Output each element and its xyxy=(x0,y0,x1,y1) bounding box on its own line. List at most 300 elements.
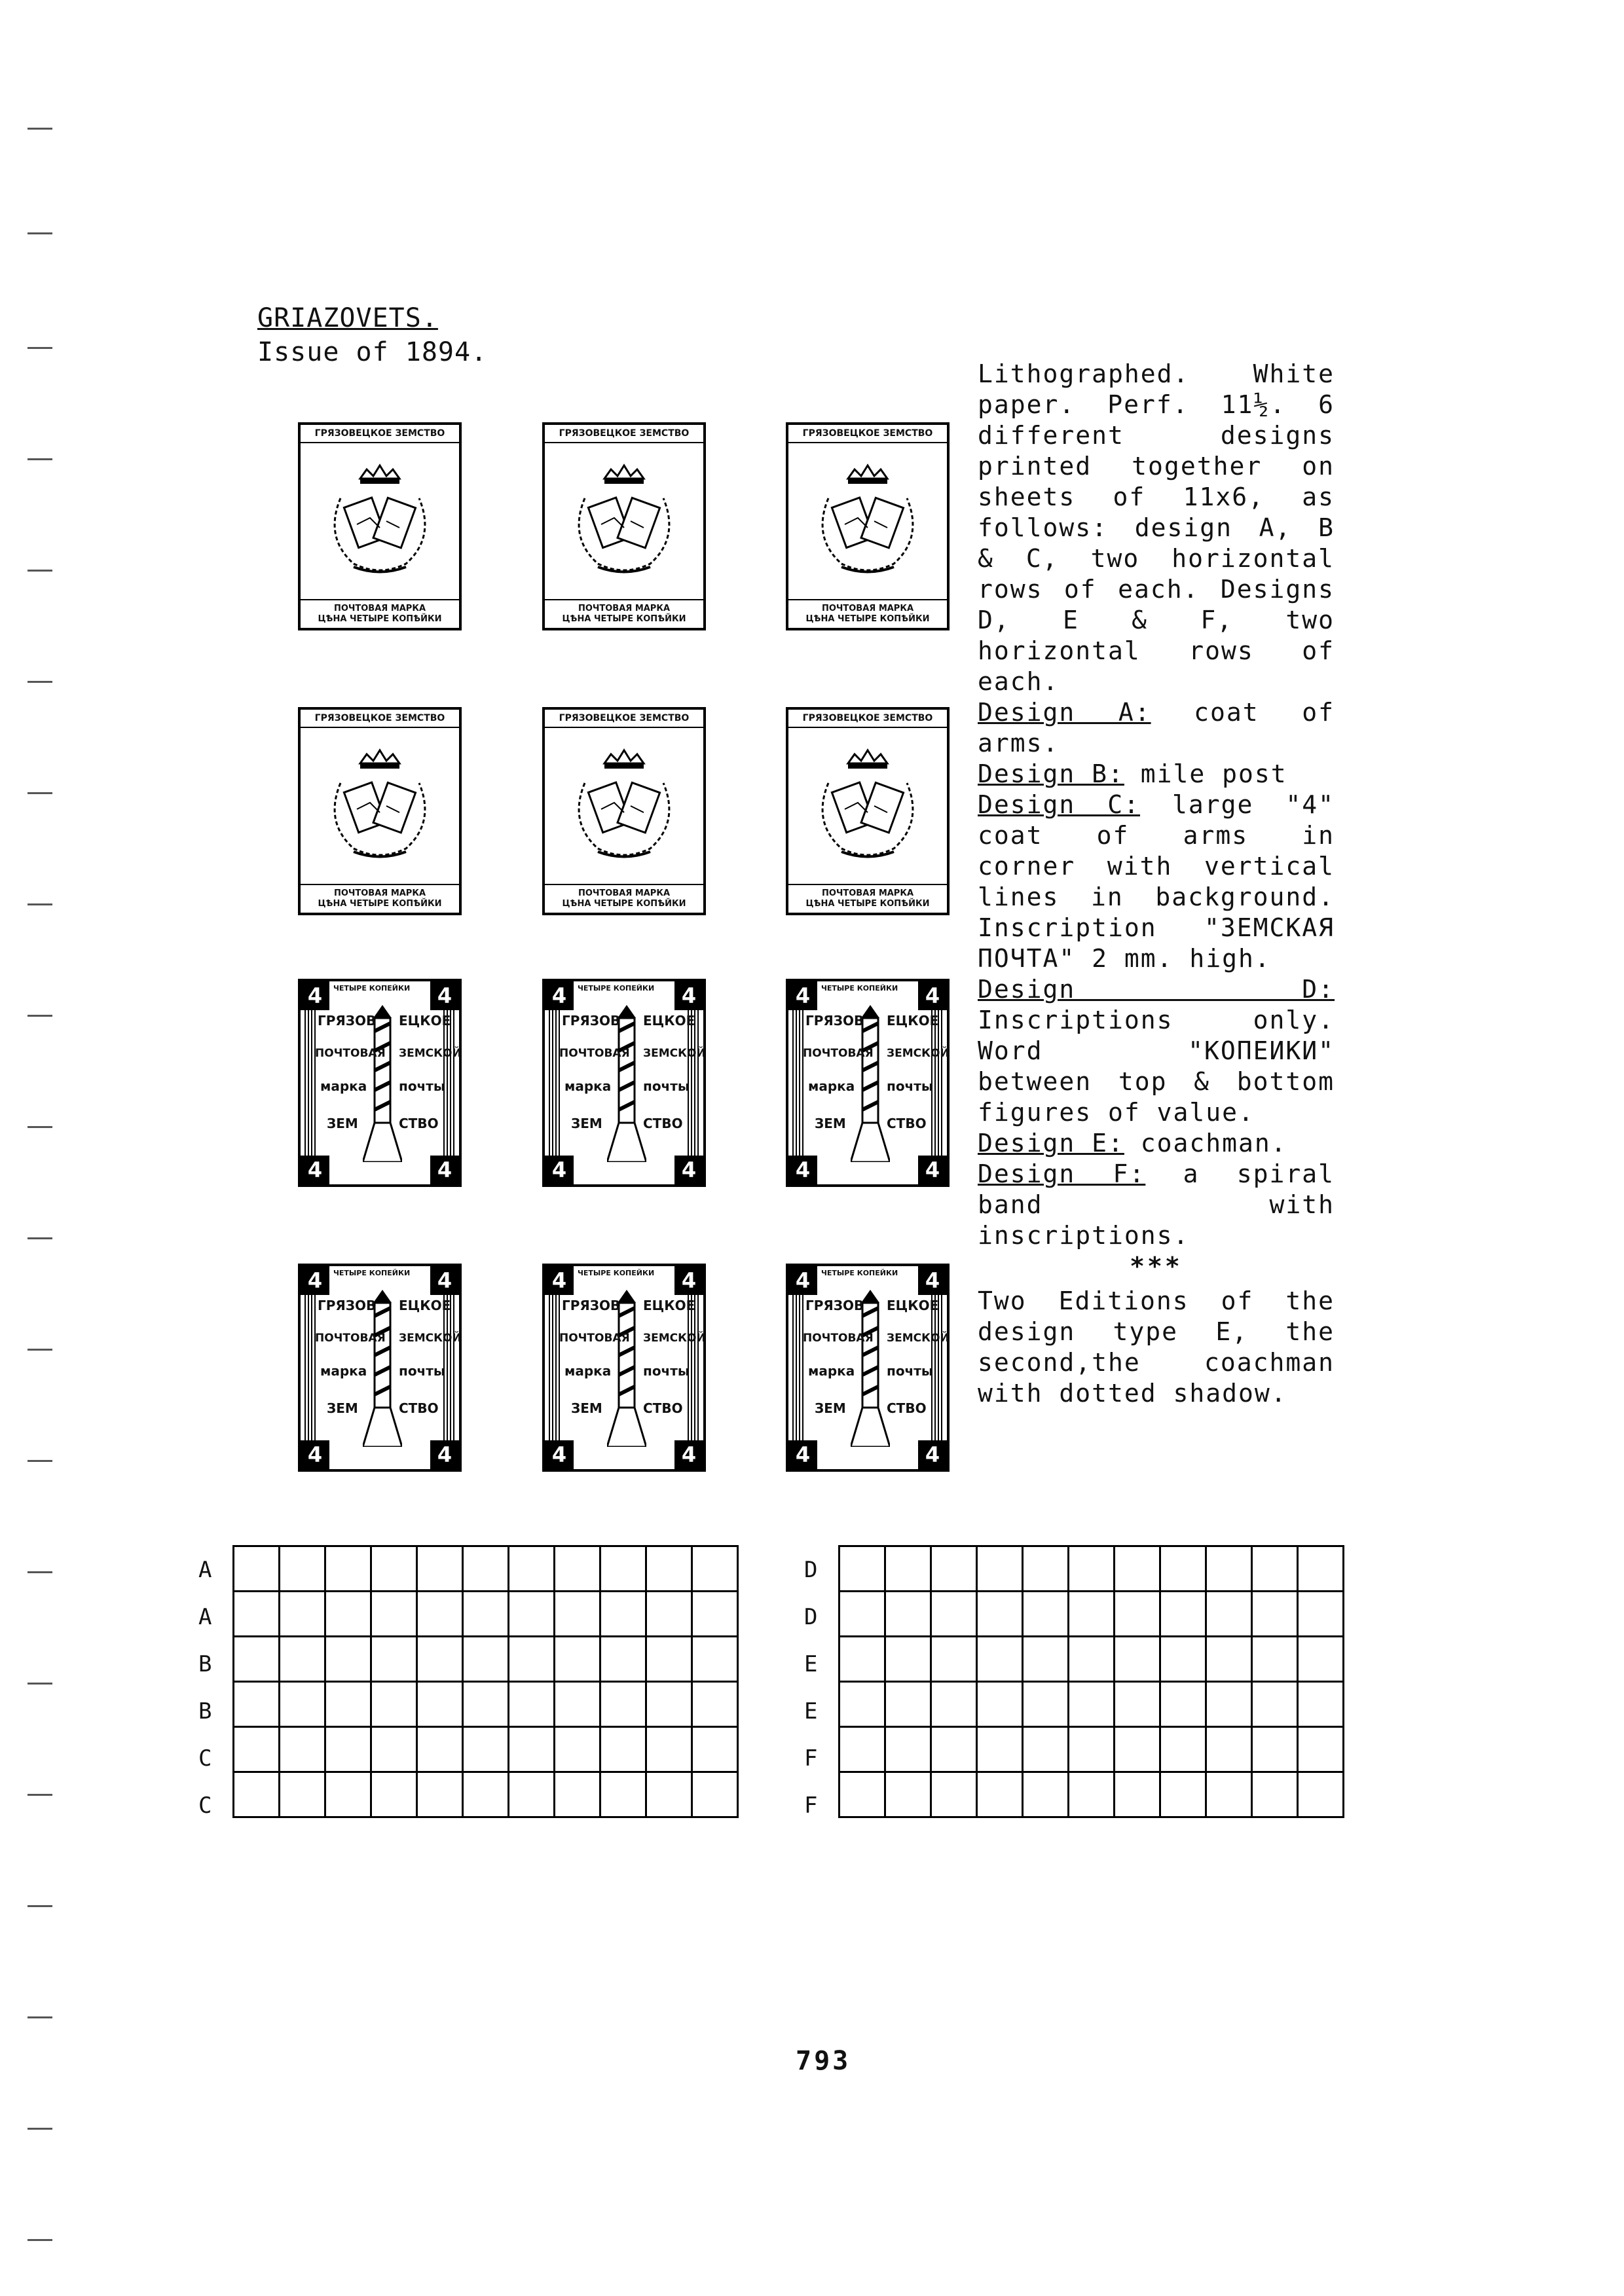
stamp-bottom-line-1: ПОЧТОВАЯ МАРКА xyxy=(821,604,914,613)
section-separator: *** xyxy=(1130,1252,1183,1281)
value-corner: 4 xyxy=(301,981,329,1010)
grid-cell xyxy=(555,1546,600,1592)
grid-row-label: D xyxy=(804,1604,818,1630)
stamp-bottom-line-2: ЦѢНА ЧЕТЫРЕ КОПѢЙКИ xyxy=(318,614,442,624)
grid-row xyxy=(840,1592,1344,1637)
grid-cell xyxy=(1069,1592,1115,1637)
post-word-3: ПОЧТОВАЯ xyxy=(315,1047,386,1060)
grid-cell xyxy=(1023,1592,1069,1637)
grid-cell xyxy=(840,1637,885,1682)
grid-cell xyxy=(463,1637,509,1682)
post-word-5: марка xyxy=(320,1363,367,1379)
grid-cell xyxy=(931,1592,977,1637)
grid-cell xyxy=(463,1682,509,1727)
stamp-bottom-line-1: ПОЧТОВАЯ МАРКА xyxy=(578,888,671,898)
grid-cell xyxy=(646,1637,692,1682)
design-f-text: a spiral band with inscriptions. xyxy=(978,1159,1335,1250)
grid-cell xyxy=(1160,1772,1206,1817)
post-word-2: ЕЦКОЕ xyxy=(887,1298,939,1313)
grid-cell xyxy=(1298,1682,1344,1727)
post-word-5: марка xyxy=(564,1078,612,1094)
stamp-top-inscription: ЧЕТЫРЕ КОПЕЙКИ xyxy=(333,984,411,993)
mile-post-icon xyxy=(363,1290,402,1447)
grid-cell xyxy=(931,1727,977,1772)
grid-cell xyxy=(509,1592,555,1637)
grid-cell xyxy=(646,1682,692,1727)
stamp-bottom-inscription xyxy=(788,599,947,628)
coat-of-arms-icon xyxy=(802,459,933,583)
post-word-2: ЕЦКОЕ xyxy=(887,1013,939,1029)
grid-cell xyxy=(234,1727,280,1772)
grid-row-label: A xyxy=(198,1604,212,1630)
stamp-bottom-line-2: ЦѢНА ЧЕТЫРЕ КОПѢЙКИ xyxy=(805,899,930,909)
grid-cell xyxy=(977,1682,1023,1727)
post-word-6: почты xyxy=(399,1363,445,1379)
coat-of-arms-stamp xyxy=(786,707,950,915)
grid-cell xyxy=(840,1682,885,1727)
stamp-top-inscription: ГРЯЗОВЕЦКОЕ ЗЕМСТВО xyxy=(301,425,459,443)
grid-cell xyxy=(1252,1592,1298,1637)
grid-cell xyxy=(692,1682,738,1727)
grid-cell xyxy=(417,1546,463,1592)
post-word-8: СТВО xyxy=(643,1400,683,1416)
grid-cell xyxy=(555,1772,600,1817)
value-corner: 4 xyxy=(674,1440,703,1469)
post-word-2: ЕЦКОЕ xyxy=(399,1013,451,1029)
grid-cell xyxy=(509,1727,555,1772)
stamp-top-inscription: ЧЕТЫРЕ КОПЕЙКИ xyxy=(821,984,898,993)
issue-subtitle: Issue of 1894. xyxy=(257,337,488,367)
grid-cell xyxy=(1298,1772,1344,1817)
value-corner: 4 xyxy=(430,1440,459,1469)
mile-post-stamp xyxy=(786,979,950,1187)
grid-cell xyxy=(280,1772,325,1817)
grid-cell xyxy=(885,1772,931,1817)
grid-cell xyxy=(1252,1682,1298,1727)
grid-cell xyxy=(1298,1727,1344,1772)
stamp-bottom-inscription xyxy=(788,884,947,913)
stamp-bottom-line-1: ПОЧТОВАЯ МАРКА xyxy=(333,888,426,898)
grid-cell xyxy=(280,1682,325,1727)
grid-cell xyxy=(1069,1772,1115,1817)
grid-cell xyxy=(600,1727,646,1772)
mile-post-stamp xyxy=(298,979,462,1187)
post-word-3: ПОЧТОВАЯ xyxy=(315,1332,386,1345)
post-word-7: ЗЕМ xyxy=(571,1400,602,1416)
coat-of-arms-stamp xyxy=(298,707,462,915)
stamp-bottom-line-1: ПОЧТОВАЯ МАРКА xyxy=(821,888,914,898)
grid-cell xyxy=(1160,1727,1206,1772)
grid-cell xyxy=(885,1637,931,1682)
value-corner: 4 xyxy=(301,1266,329,1295)
grid-cell xyxy=(234,1772,280,1817)
stamp-bottom-inscription xyxy=(545,599,703,628)
grid-cell xyxy=(555,1727,600,1772)
left-stamp-grid xyxy=(232,1545,739,1818)
grid-cell xyxy=(646,1727,692,1772)
grid-cell xyxy=(840,1592,885,1637)
grid-cell xyxy=(1115,1772,1160,1817)
grid-cell xyxy=(371,1546,417,1592)
grid-row xyxy=(234,1682,738,1727)
grid-row xyxy=(840,1772,1344,1817)
grid-cell xyxy=(325,1682,371,1727)
coat-of-arms-stamp xyxy=(542,422,706,630)
grid-cell xyxy=(371,1682,417,1727)
grid-cell xyxy=(1160,1592,1206,1637)
grid-cell xyxy=(600,1546,646,1592)
grid-cell xyxy=(1115,1682,1160,1727)
grid-cell xyxy=(692,1592,738,1637)
design-e-text: coachman. xyxy=(1124,1129,1287,1157)
post-word-1: ГРЯЗОВ xyxy=(805,1013,864,1029)
stamp-top-inscription: ГРЯЗОВЕЦКОЕ ЗЕМСТВО xyxy=(545,425,703,443)
grid-row xyxy=(234,1592,738,1637)
design-f-label: Design F: xyxy=(978,1159,1146,1188)
grid-cell xyxy=(325,1727,371,1772)
grid-cell xyxy=(555,1592,600,1637)
grid-cell xyxy=(1160,1546,1206,1592)
post-word-8: СТВО xyxy=(887,1400,927,1416)
grid-cell xyxy=(280,1637,325,1682)
grid-row-label: D xyxy=(804,1557,818,1583)
design-c-note xyxy=(978,790,1335,974)
stamp-bottom-inscription xyxy=(301,884,459,913)
stamp-top-inscription: ЧЕТЫРЕ КОПЕЙКИ xyxy=(821,1269,898,1277)
grid-cell xyxy=(417,1592,463,1637)
design-a-note xyxy=(978,697,1335,759)
grid-cell xyxy=(1252,1637,1298,1682)
right-stamp-grid xyxy=(838,1545,1344,1818)
coat-of-arms-icon xyxy=(559,459,690,583)
value-corner: 4 xyxy=(788,1440,817,1469)
grid-cell xyxy=(840,1546,885,1592)
grid-cell xyxy=(509,1546,555,1592)
grid-cell xyxy=(1069,1727,1115,1772)
value-corner: 4 xyxy=(301,1440,329,1469)
design-d-label: Design D: xyxy=(978,975,1335,1004)
grid-cell xyxy=(1023,1772,1069,1817)
editions-note: Two Editions of the design type E, the second,the coachman with dotted shadow. xyxy=(978,1286,1335,1408)
coat-of-arms-stamp xyxy=(786,422,950,630)
post-word-1: ГРЯЗОВ xyxy=(562,1013,621,1029)
grid-cell xyxy=(600,1637,646,1682)
description xyxy=(978,359,1335,1409)
mile-post-icon xyxy=(607,1005,646,1162)
grid-cell xyxy=(280,1727,325,1772)
grid-cell xyxy=(931,1682,977,1727)
value-corner: 4 xyxy=(788,1156,817,1184)
grid-cell xyxy=(280,1546,325,1592)
grid-cell xyxy=(280,1592,325,1637)
grid-cell xyxy=(1069,1546,1115,1592)
grid-cell xyxy=(977,1772,1023,1817)
grid-cell xyxy=(1115,1637,1160,1682)
grid-cell xyxy=(1069,1682,1115,1727)
grid-cell xyxy=(234,1637,280,1682)
grid-row-label: B xyxy=(198,1698,212,1724)
grid-row-label: C xyxy=(198,1793,212,1819)
post-word-2: ЕЦКОЕ xyxy=(643,1013,695,1029)
post-word-7: ЗЕМ xyxy=(571,1116,602,1131)
grid-row-label: A xyxy=(198,1557,212,1583)
grid-cell xyxy=(646,1592,692,1637)
post-word-4: ЗЕМСКОЙ xyxy=(643,1332,706,1345)
post-word-3: ПОЧТОВАЯ xyxy=(803,1047,874,1060)
grid-row xyxy=(840,1727,1344,1772)
grid-cell xyxy=(325,1546,371,1592)
value-corner: 4 xyxy=(918,1156,947,1184)
grid-cell xyxy=(1023,1682,1069,1727)
grid-row-label: E xyxy=(804,1698,818,1724)
stamp-bottom-line-1: ПОЧТОВАЯ МАРКА xyxy=(578,604,671,613)
page-title: GRIAZOVETS. xyxy=(257,303,438,333)
grid-cell xyxy=(692,1772,738,1817)
value-corner: 4 xyxy=(301,1156,329,1184)
post-word-8: СТВО xyxy=(399,1116,439,1131)
mile-post-stamp xyxy=(542,1264,706,1472)
grid-cell xyxy=(600,1592,646,1637)
post-word-4: ЗЕМСКОЙ xyxy=(887,1047,950,1060)
post-word-1: ГРЯЗОВ xyxy=(318,1298,377,1313)
grid-cell xyxy=(840,1727,885,1772)
grid-cell xyxy=(1252,1546,1298,1592)
grid-cell xyxy=(885,1546,931,1592)
value-corner: 4 xyxy=(545,1156,574,1184)
grid-cell xyxy=(371,1727,417,1772)
value-corner: 4 xyxy=(545,1440,574,1469)
coat-of-arms-icon xyxy=(559,744,690,868)
grid-cell xyxy=(692,1637,738,1682)
grid-cell xyxy=(1206,1727,1252,1772)
grid-cell xyxy=(509,1682,555,1727)
value-corner: 4 xyxy=(430,1266,459,1295)
description-intro: Lithographed. White paper. Perf. 11½. 6 different designs printed together on sheets of 11x6, as follows: design A, B & C, two horizontal rows of each. Designs D, E & F, two horizontal rows of each. xyxy=(978,359,1335,696)
grid-cell xyxy=(1252,1772,1298,1817)
grid-cell xyxy=(1160,1682,1206,1727)
grid-cell xyxy=(1298,1546,1344,1592)
grid-cell xyxy=(692,1727,738,1772)
post-word-4: ЗЕМСКОЙ xyxy=(399,1332,462,1345)
value-corner: 4 xyxy=(545,981,574,1010)
design-e-note xyxy=(978,1128,1335,1159)
grid-cell xyxy=(234,1682,280,1727)
grid-cell xyxy=(1069,1637,1115,1682)
grid-cell xyxy=(417,1727,463,1772)
grid-row-label: B xyxy=(198,1651,212,1677)
design-d-note xyxy=(978,974,1335,1128)
post-word-6: почты xyxy=(887,1078,933,1094)
post-word-3: ПОЧТОВАЯ xyxy=(559,1047,630,1060)
value-corner: 4 xyxy=(674,1266,703,1295)
grid-row xyxy=(234,1772,738,1817)
stamp-top-inscription: ЧЕТЫРЕ КОПЕЙКИ xyxy=(333,1269,411,1277)
stamp-bottom-line-2: ЦѢНА ЧЕТЫРЕ КОПѢЙКИ xyxy=(562,614,686,624)
post-word-6: почты xyxy=(887,1363,933,1379)
page-number: 793 xyxy=(796,2046,851,2076)
grid-cell xyxy=(417,1637,463,1682)
grid-cell xyxy=(1023,1727,1069,1772)
post-word-7: ЗЕМ xyxy=(815,1116,846,1131)
stamp-bottom-line-2: ЦѢНА ЧЕТЫРЕ КОПѢЙКИ xyxy=(318,899,442,909)
mile-post-stamp xyxy=(298,1264,462,1472)
post-word-5: марка xyxy=(808,1363,855,1379)
mile-post-stamp xyxy=(786,1264,950,1472)
value-corner: 4 xyxy=(918,1440,947,1469)
grid-cell xyxy=(1115,1592,1160,1637)
post-word-1: ГРЯЗОВ xyxy=(318,1013,377,1029)
grid-cell xyxy=(1023,1637,1069,1682)
grid-cell xyxy=(1115,1546,1160,1592)
grid-cell xyxy=(646,1772,692,1817)
grid-cell xyxy=(417,1682,463,1727)
post-word-1: ГРЯЗОВ xyxy=(562,1298,621,1313)
grid-row xyxy=(234,1727,738,1772)
coat-of-arms-stamp xyxy=(298,422,462,630)
design-c-text: large "4" coat of arms in corner with vertical lines in background. Inscription "ЗЕМСКАЯ ПОЧТА" 2 mm. high. xyxy=(978,790,1335,973)
grid-cell xyxy=(1206,1637,1252,1682)
grid-cell xyxy=(463,1727,509,1772)
grid-cell xyxy=(555,1637,600,1682)
value-corner: 4 xyxy=(788,1266,817,1295)
grid-cell xyxy=(646,1546,692,1592)
grid-row xyxy=(840,1546,1344,1592)
post-word-7: ЗЕМ xyxy=(815,1400,846,1416)
grid-cell xyxy=(885,1682,931,1727)
stamp-top-inscription: ГРЯЗОВЕЦКОЕ ЗЕМСТВО xyxy=(301,710,459,728)
grid-row xyxy=(234,1637,738,1682)
grid-cell xyxy=(463,1772,509,1817)
grid-cell xyxy=(885,1592,931,1637)
post-word-8: СТВО xyxy=(643,1116,683,1131)
mile-post-icon xyxy=(607,1290,646,1447)
grid-cell xyxy=(977,1727,1023,1772)
value-corner: 4 xyxy=(918,981,947,1010)
stamp-top-inscription: ГРЯЗОВЕЦКОЕ ЗЕМСТВО xyxy=(545,710,703,728)
value-corner: 4 xyxy=(545,1266,574,1295)
grid-cell xyxy=(1206,1592,1252,1637)
value-corner: 4 xyxy=(674,981,703,1010)
post-word-1: ГРЯЗОВ xyxy=(805,1298,864,1313)
design-e-label: Design E: xyxy=(978,1129,1124,1157)
value-corner: 4 xyxy=(788,981,817,1010)
post-word-6: почты xyxy=(399,1078,445,1094)
value-corner: 4 xyxy=(430,981,459,1010)
grid-cell xyxy=(509,1772,555,1817)
stamp-top-inscription: ГРЯЗОВЕЦКОЕ ЗЕМСТВО xyxy=(788,710,947,728)
grid-cell xyxy=(1206,1682,1252,1727)
grid-row-label: C xyxy=(198,1745,212,1772)
grid-cell xyxy=(885,1727,931,1772)
grid-cell xyxy=(325,1637,371,1682)
post-word-3: ПОЧТОВАЯ xyxy=(803,1332,874,1345)
grid-cell xyxy=(600,1682,646,1727)
post-word-2: ЕЦКОЕ xyxy=(399,1298,451,1313)
post-word-4: ЗЕМСКОЙ xyxy=(399,1047,462,1060)
grid-cell xyxy=(1023,1546,1069,1592)
grid-cell xyxy=(1252,1727,1298,1772)
value-corner: 4 xyxy=(674,1156,703,1184)
grid-cell xyxy=(234,1592,280,1637)
coat-of-arms-icon xyxy=(314,459,445,583)
post-word-5: марка xyxy=(564,1363,612,1379)
post-word-8: СТВО xyxy=(887,1116,927,1131)
mile-post-icon xyxy=(851,1005,890,1162)
grid-cell xyxy=(977,1546,1023,1592)
design-f-note xyxy=(978,1159,1335,1251)
design-b-text: mile post xyxy=(1124,759,1287,788)
grid-cell xyxy=(1298,1637,1344,1682)
coat-of-arms-stamp xyxy=(542,707,706,915)
grid-cell xyxy=(1160,1637,1206,1682)
grid-cell xyxy=(509,1637,555,1682)
post-word-8: СТВО xyxy=(399,1400,439,1416)
stamp-top-inscription: ГРЯЗОВЕЦКОЕ ЗЕМСТВО xyxy=(788,425,947,443)
grid-cell xyxy=(463,1592,509,1637)
grid-cell xyxy=(931,1546,977,1592)
post-word-4: ЗЕМСКОЙ xyxy=(887,1332,950,1345)
post-word-7: ЗЕМ xyxy=(327,1400,358,1416)
grid-cell xyxy=(692,1546,738,1592)
value-corner: 4 xyxy=(918,1266,947,1295)
grid-cell xyxy=(1206,1546,1252,1592)
grid-cell xyxy=(463,1546,509,1592)
grid-cell xyxy=(371,1637,417,1682)
grid-row xyxy=(234,1546,738,1592)
grid-cell xyxy=(371,1592,417,1637)
design-a-label: Design A: xyxy=(978,698,1151,727)
stamp-bottom-line-2: ЦѢНА ЧЕТЫРЕ КОПѢЙКИ xyxy=(562,899,686,909)
stamp-top-inscription: ЧЕТЫРЕ КОПЕЙКИ xyxy=(578,984,655,993)
post-word-2: ЕЦКОЕ xyxy=(643,1298,695,1313)
mile-post-icon xyxy=(363,1005,402,1162)
grid-cell xyxy=(977,1592,1023,1637)
design-c-label: Design C: xyxy=(978,790,1141,819)
post-word-4: ЗЕМСКОЙ xyxy=(643,1047,706,1060)
design-a-text: coat of arms. xyxy=(978,698,1335,757)
grid-cell xyxy=(371,1772,417,1817)
coat-of-arms-icon xyxy=(314,744,445,868)
post-word-6: почты xyxy=(643,1078,690,1094)
grid-cell xyxy=(1206,1772,1252,1817)
grid-cell xyxy=(417,1772,463,1817)
grid-row xyxy=(840,1637,1344,1682)
grid-cell xyxy=(325,1592,371,1637)
stamp-top-inscription: ЧЕТЫРЕ КОПЕЙКИ xyxy=(578,1269,655,1277)
post-word-6: почты xyxy=(643,1363,690,1379)
mile-post-icon xyxy=(851,1290,890,1447)
grid-cell xyxy=(325,1772,371,1817)
design-d-text: Inscriptions only. Word "КОПЕИКИ" between top & bottom figures of value. xyxy=(978,1006,1335,1127)
design-b-note xyxy=(978,759,1335,790)
stamp-bottom-inscription xyxy=(545,884,703,913)
stamp-bottom-line-2: ЦѢНА ЧЕТЫРЕ КОПѢЙКИ xyxy=(805,614,930,624)
grid-cell xyxy=(234,1546,280,1592)
post-word-5: марка xyxy=(808,1078,855,1094)
post-word-5: марка xyxy=(320,1078,367,1094)
grid-row xyxy=(840,1682,1344,1727)
design-b-label: Design B: xyxy=(978,759,1124,788)
post-word-3: ПОЧТОВАЯ xyxy=(559,1332,630,1345)
mile-post-stamp xyxy=(542,979,706,1187)
coat-of-arms-icon xyxy=(802,744,933,868)
stamp-bottom-line-1: ПОЧТОВАЯ МАРКА xyxy=(333,604,426,613)
grid-row-label: E xyxy=(804,1651,818,1677)
grid-cell xyxy=(1115,1727,1160,1772)
value-corner: 4 xyxy=(430,1156,459,1184)
grid-row-label: F xyxy=(804,1745,818,1772)
post-word-7: ЗЕМ xyxy=(327,1116,358,1131)
